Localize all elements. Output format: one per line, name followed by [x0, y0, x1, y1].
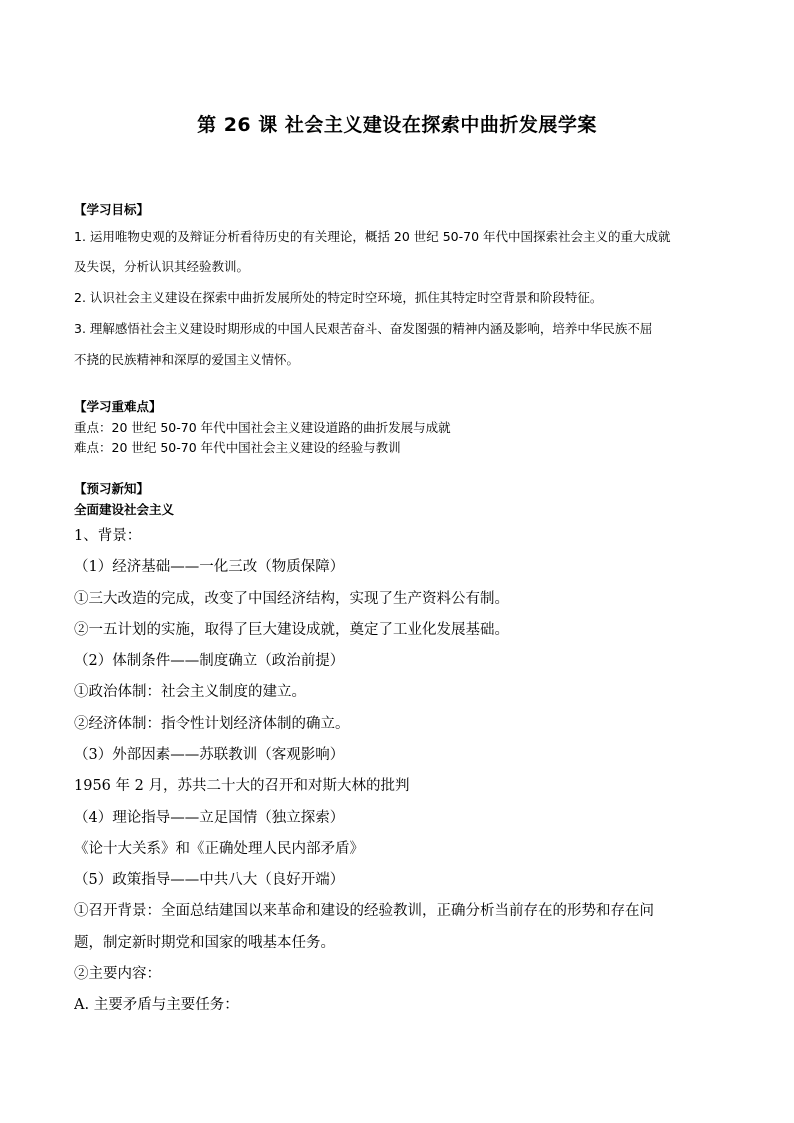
preview-line: 题，制定新时期党和国家的哦基本任务。 [74, 935, 335, 951]
objective-3-line-2: 不挠的民族精神和深厚的爱国主义情怀。 [74, 352, 300, 367]
preview-line: ①政治体制：社会主义制度的建立。 [74, 684, 306, 700]
preview-line: 1、背景： [74, 528, 142, 544]
document-title: 第 26 课 社会主义建设在探索中曲折发展学案 [197, 114, 597, 136]
preview-line: （5）政策指导——中共八大（良好开端） [74, 872, 345, 888]
key-point: 重点：20 世纪 50-70 年代中国社会主义建设道路的曲折发展与成就 [74, 420, 451, 435]
preview-line: ②一五计划的实施，取得了巨大建设成就，奠定了工业化发展基础。 [74, 622, 509, 638]
preview-line: 1956 年 2 月，苏共二十大的召开和对斯大林的批判 [74, 778, 410, 794]
preview-line: （3）外部因素——苏联教训（客观影响） [74, 747, 345, 763]
keypoints-heading: 【学习重难点】 [74, 399, 162, 414]
preview-line: 《论十大关系》和《正确处理人民内部矛盾》 [74, 841, 364, 857]
preview-heading: 【预习新知】 [74, 481, 150, 496]
objective-1-line-1: 1. 运用唯物史观的及辩证分析看待历史的有关理论，概括 20 世纪 50-70 年代中国探索社会主义的重大成就 [74, 229, 671, 244]
objective-1-line-2: 及失误，分析认识其经验教训。 [74, 259, 250, 274]
preview-line: A. 主要矛盾与主要任务： [74, 997, 239, 1013]
preview-line: （4）理论指导——立足国情（独立探索） [74, 810, 345, 826]
preview-line: ②经济体制：指令性计划经济体制的确立。 [74, 716, 350, 732]
objective-3-line-1: 3. 理解感悟社会主义建设时期形成的中国人民艰苦奋斗、奋发图强的精神内涵及影响，培养中华民族不屈 [74, 321, 653, 336]
objectives-heading: 【学习目标】 [74, 202, 150, 217]
objective-2: 2. 认识社会主义建设在探索中曲折发展所处的特定时空环境，抓住其特定时空背景和阶段特征。 [74, 290, 603, 305]
preview-line: ①三大改造的完成，改变了中国经济结构，实现了生产资料公有制。 [74, 591, 509, 607]
preview-line: （1）经济基础——一化三改（物质保障） [74, 559, 345, 575]
difficult-point: 难点：20 世纪 50-70 年代中国社会主义建设的经验与教训 [74, 440, 401, 455]
preview-subheading: 全面建设社会主义 [74, 502, 175, 517]
preview-line: ①召开背景：全面总结建国以来革命和建设的经验教训，正确分析当前存在的形势和存在问 [74, 903, 654, 919]
preview-line: （2）体制条件——制度确立（政治前提） [74, 653, 345, 669]
preview-line: ②主要内容： [74, 966, 161, 982]
